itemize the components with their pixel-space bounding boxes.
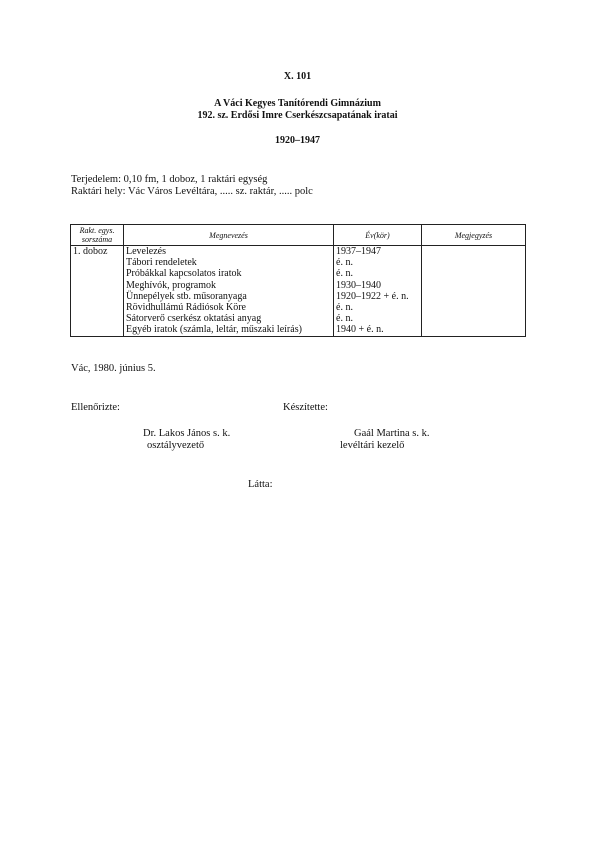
item-year: 1937–1947 [336, 246, 381, 257]
preparer-name: Gaál Martina s. k. [354, 428, 430, 439]
fonds-title: 192. sz. Erdősi Imre Cserkészcsapatának iratai [197, 110, 398, 121]
table-row [71, 246, 526, 337]
place-date: Vác, 1980. június 5. [71, 363, 156, 374]
header-unit-line: sorszáma [81, 235, 113, 244]
header-note: Megjegyzés [422, 225, 526, 246]
inventory-table [70, 224, 526, 337]
item-year: 1940 + é. n. [336, 324, 384, 336]
location-line: Raktári hely: Vác Város Levéltára, ..... sz. raktár, ..... polc [71, 186, 313, 197]
item-name: Meghívók, programok [126, 279, 216, 291]
item-name: Ünnepélyek stb. műsoranyaga [126, 290, 247, 302]
item-year: 1930–1940 [336, 279, 381, 291]
institution-title: A Váci Kegyes Tanítórendi Gimnázium [214, 98, 381, 109]
table-header-row [71, 225, 526, 246]
item-name: Rövidhullámú Rádiósok Köre [126, 302, 246, 314]
item-name: Próbákkal kapcsolatos iratok [126, 268, 242, 280]
date-range: 1920–1947 [275, 135, 320, 146]
header-name: Megnevezés [124, 225, 334, 246]
preparer-role: levéltári kezelő [340, 440, 405, 451]
name-cell [124, 246, 334, 337]
note-cell [422, 246, 526, 337]
unit-cell [71, 246, 124, 337]
unit-value: 1. doboz [73, 246, 108, 257]
seen-label: Látta: [248, 479, 273, 490]
year-cell [334, 246, 422, 337]
item-year: 1920–1922 + é. n. [336, 290, 409, 302]
item-year: é. n. [336, 268, 353, 280]
item-name: Sátorverő cserkész oktatási anyag [126, 313, 262, 325]
document-code: X. 101 [283, 71, 312, 82]
header-unit-line: Rakt. egys. [79, 226, 115, 235]
header-unit [71, 225, 124, 246]
checker-role: osztályvezető [147, 440, 205, 451]
item-year: é. n. [336, 313, 353, 325]
item-year: é. n. [336, 257, 353, 269]
header-year: Év(kör) [334, 225, 422, 246]
checked-label: Ellenőrizte: [71, 402, 120, 413]
item-name: Egyéb iratok (számla, leltár, műszaki leírás) [126, 324, 302, 336]
item-year: é. n. [336, 302, 353, 314]
checker-name: Dr. Lakos János s. k. [143, 428, 231, 439]
extent-line: Terjedelem: 0,10 fm, 1 doboz, 1 raktári egység [71, 174, 268, 185]
item-name: Tábori rendeletek [126, 257, 197, 269]
item-name: Levelezés [126, 246, 166, 257]
prepared-label: Készítette: [283, 402, 328, 413]
